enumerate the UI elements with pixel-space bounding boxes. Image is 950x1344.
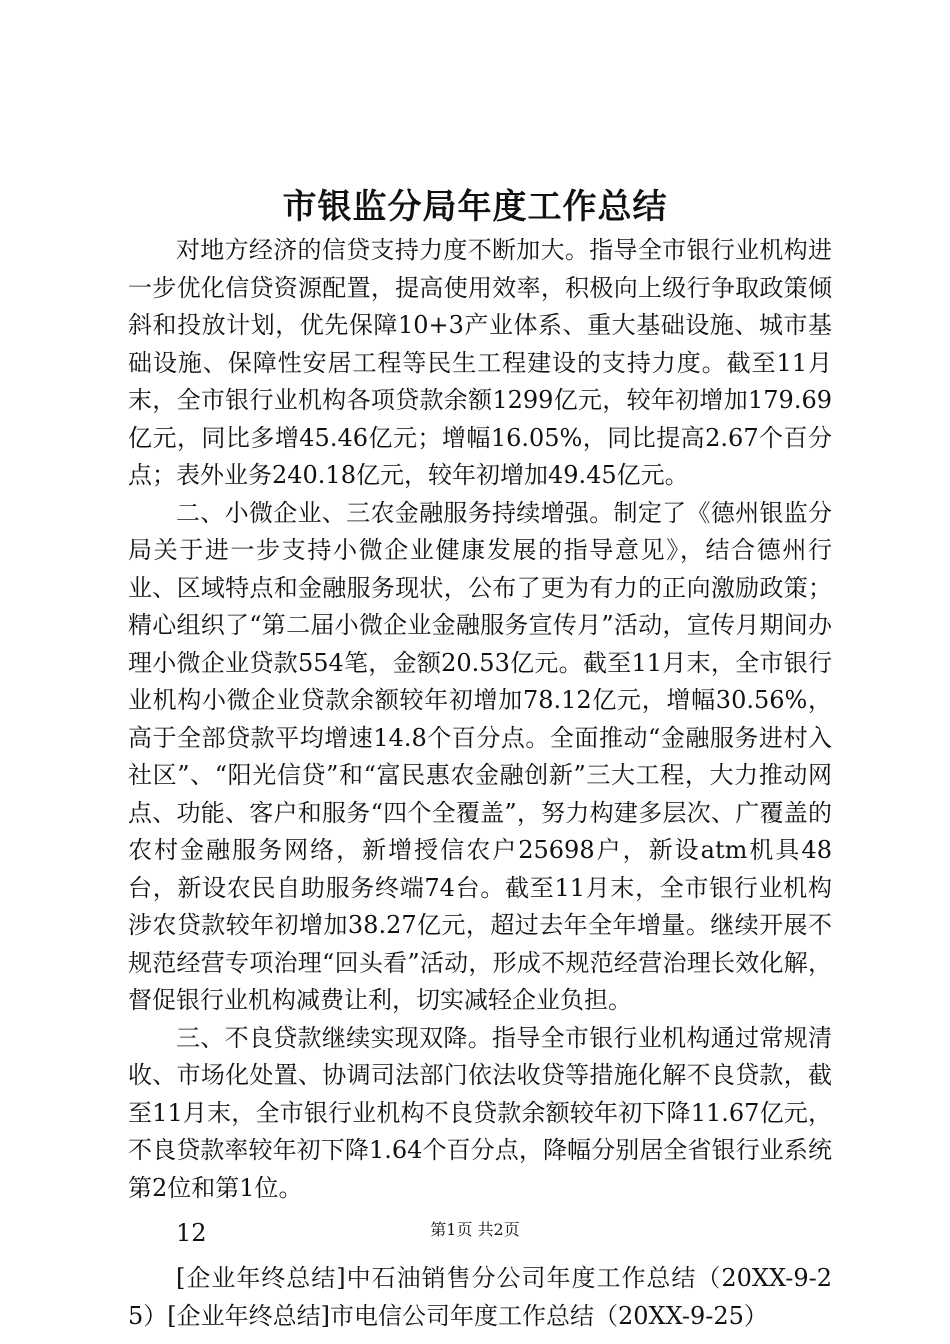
paragraph-credit-support: 对地方经济的信贷支持力度不断加大。指导全市银行业机构进一步优化信贷资源配置，提高使用效率，积极向上级行争取政策倾斜和投放计划，优先保障10+3产业体系、重大基础设施、城市基础设施、保障性安居工程等民生工程建设的支持力度。截至11月末，全市银行业机构各项贷款余额1299亿元，较年初增加179.69亿元，同比多增45.46亿元；增幅16.05%，同比提高2.67个百分点；表外业务240.18亿元，较年初增加49.45亿元。 (128, 236, 832, 489)
paragraph-small-micro-enterprises: 二、小微企业、三农金融服务持续增强。制定了《德州银监分局关于进一步支持小微企业健康发展的指导意见》，结合德州行业、区域特点和金融服务现状，公布了更为有力的正向激励政策；精心组织了“第二届小微企业金融服务宣传月”活动，宣传月期间办理小微企业贷款554笔，金额20.53亿元。截至11月末，全市银行业机构小微企业贷款余额较年初增加78.12亿元，增幅30.56%，高于全部贷款平均增速14.8个百分点。全面推动“金融服务进村入社区”、“阳光信贷”和“富民惠农金融创新”三大工程，大力推动网点、功能、客户和服务“四个全覆盖”，努力构建多层次、广覆盖的农村金融服务网络，新增授信农户25698户，新设atm机具48台，新设农民自助服务终端74台。截至11月末，全市银行业机构涉农贷款较年初增加38.27亿元，超过去年全年增量。继续开展不规范经营专项治理“回头看”活动，形成不规范经营治理长效化解，督促银行业机构减费让利，切实减轻企业负担。 (128, 498, 832, 1014)
document-body (128, 232, 832, 1335)
page-footer: 第1页 共2页 (430, 1220, 520, 1239)
document-title: 市银监分局年度工作总结 (282, 187, 668, 227)
paragraph-non-performing-loans: 三、不良贷款继续实现双降。指导全市银行业机构通过常规清收、市场化处置、协调司法部门依法收贷等措施化解不良贷款，截至11月末，全市银行业机构不良贷款余额较年初下降11.67亿元，不良贷款率较年初下降1.64个百分点，降幅分别居全省银行业系统第2位和第1位。 (128, 1023, 832, 1202)
related-articles-link[interactable]: [企业年终总结]中石油销售分公司年度工作总结（20XX-9-25）[企业年终总结]市电信公司年度工作总结（20XX-9-25） (128, 1264, 832, 1330)
page-marker: 12 (176, 1219, 207, 1247)
